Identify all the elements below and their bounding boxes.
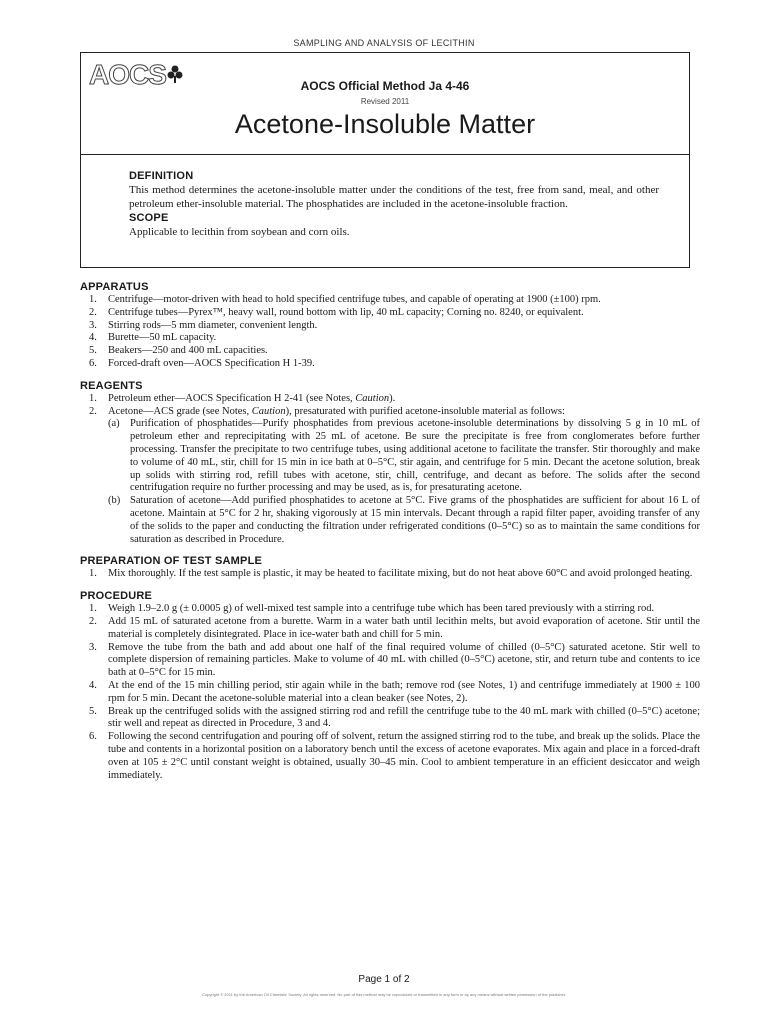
svg-text:AOCS: AOCS <box>89 59 166 89</box>
list-item: 2. Acetone—ACS grade (see Notes, Caution), presaturated with purified acetone-insoluble material as follows: (a) Purification of phosphatides—Purify phosphatides from previous acetone-insoluble determinations by dissolving 5 g in 10 mL of petroleum ether and reprecipitating with 25 mL of acetone. Be sure the precipitate is free from conglomerates before further processing. Transfer the precipitate to two centrifuge tubes, using additional acetone to facilitate the transfer. Stir thoroughly and make to volume of 40 mL, stir, chill for 15 min in ice bath at 0–5°C, stir again, and centrifuge for 5 min. Decant the acetone solution, break up solids with stirring rod, refill tubes with acetone, stir, chill, centrifuge, and decant as before. The solids after the second centrifugation require no further processing and may be used, as is, for presaturating acetone. (b) Saturation of acetone—Add purified phosphatides to acetone at 5°C. Five grams of the phosphatides are sufficient for about 16 L of acetone. Maintain at 5°C for 2 hr, shaking vigorously at 15 min intervals. Decant through a rapid filter paper, avoiding transfer of any of the solids to the paper and conducting the filtration under refrigerated conditions (0–5°C) so as to maintain the same conditions for saturation as described in Procedure. <box>89 405 700 545</box>
revised-date: Revised 2011 <box>360 97 410 106</box>
list-item: 5. Break up the centrifuged solids with the assigned stirring rod and refill the centrifuge tube to the 40 mL mark with chilled (0–5°C) acetone; stir well and repeat as directed in Procedure, 3 and 4. <box>89 705 700 730</box>
list-item: (a) Purification of phosphatides—Purify phosphatides from previous acetone-insoluble determinations by dissolving 5 g in 10 mL of petroleum ether and reprecipitating with 25 mL of acetone. Be sure the precipitate is free from conglomerates before further processing. Transfer the precipitate to two centrifuge tubes, using additional acetone to facilitate the transfer. Stir thoroughly and make to volume of 40 mL, stir, chill for 15 min in ice bath at 0–5°C, stir again, and centrifuge for 5 min. Decant the acetone solution, break up solids with stirring rod, refill tubes with acetone, stir, chill, centrifuge, and decant as before. The solids after the second centrifugation require no further processing and may be used, as is, for presaturating acetone. <box>108 418 700 494</box>
apparatus-section <box>80 280 700 371</box>
preparation-heading: PREPARATION OF TEST SAMPLE <box>80 555 263 568</box>
reagents-list <box>80 393 700 547</box>
list-item: 4. At the end of the 15 min chilling period, stir again while in the bath; remove rod (see Notes, 1) and centrifuge immediately at 1900 ± 100 rpm for 5 min. Decant the acetone-soluble material into a clean beaker (see Notes, 2). <box>89 679 700 704</box>
list-item: 6. Forced-draft oven—AOCS Specification H 1-39. <box>89 357 315 369</box>
list-item: 4. Burette—50 mL capacity. <box>89 332 217 344</box>
procedure-list <box>80 603 700 782</box>
list-item: 3. Stirring rods—5 mm diameter, convenient length. <box>89 319 318 331</box>
header-divider <box>81 154 689 155</box>
copyright-notice: Copyright © 2011 by the American Oil Chemists' Society. All rights reserved. No part of this method may be reproduced or transmitted in any form or by any means without written permission of the publisher. <box>202 992 566 997</box>
list-item: 1. Mix thoroughly. If the test sample is plastic, it may be heated to facilitate mixing, but do not heat above 60°C and avoid prolonged heating. <box>89 568 693 580</box>
procedure-heading: PROCEDURE <box>80 590 153 603</box>
acetone-subitems <box>108 418 700 546</box>
preparation-section <box>80 554 700 581</box>
list-item: 5. Beakers—250 and 400 mL capacities. <box>89 345 268 357</box>
list-item: 1. Petroleum ether—AOCS Specification H 2-41 (see Notes, Caution). <box>89 392 396 404</box>
scope-text: Applicable to lecithin from soybean and corn oils. <box>129 226 350 238</box>
method-designation: AOCS Official Method Ja 4-46 <box>300 79 470 93</box>
list-item: 2. Add 15 mL of saturated acetone from a burette. Warm in a water bath until lecithin melts, but avoid evaporation of acetone. Stir until the material is completely disintegrated. Place in ice-water bath and chill for 5 min. <box>89 615 700 640</box>
reagents-section <box>80 379 700 547</box>
list-item: 1. Centrifuge—motor-driven with head to hold specified centrifuge tubes, and capable of operating at 1900 (±100) rpm. <box>89 294 601 305</box>
list-item: (b) Saturation of acetone—Add purified phosphatides to acetone at 5°C. Five grams of the phosphatides are sufficient for about 16 L of acetone. Maintain at 5°C for 2 hr, shaking vigorously at 15 min intervals. Decant through a rapid filter paper, avoiding transfer of any of the solids to the paper and conducting the filtration under refrigerated conditions (0–5°C) so as to maintain the same conditions for saturation as described in Procedure. <box>108 495 700 545</box>
list-item: 1. Weigh 1.9–2.0 g (± 0.0005 g) of well-mixed test sample into a centrifuge tube which has been tared previously with a stirring rod. <box>89 603 655 615</box>
list-item: 6. Following the second centrifugation and pouring off of solvent, return the assigned stirring rod to the tube, and break up the solids. Place the tube and contents in a horizontal position on a laboratory bench until the excess of acetone evaporates. Mix again and place in a forced-draft oven at 105 ± 2°C until constant weight is obtained, usually 30–45 min. Cool to ambient temperature in an efficient desiccator and weigh immediately. <box>89 731 700 781</box>
page-number: Page 1 of 2 <box>358 974 410 985</box>
definition-scope-block <box>129 169 659 239</box>
list-item: 2. Centrifuge tubes—Pyrex™, heavy wall, round bottom with lip, 40 mL capacity; Corning no. 8240, or equivalent. <box>89 306 584 318</box>
definition-text: This method determines the acetone-insoluble matter under the conditions of the test, free from sand, meal, and other petroleum ether-insoluble material. The phosphatides are included in the acetone-insoluble fraction. <box>129 184 659 210</box>
method-header-box <box>80 52 690 268</box>
page-title: Acetone-Insoluble Matter <box>234 109 536 139</box>
list-item: 3. Remove the tube from the bath and add about one half of the final required volume of chilled (0–5°C) saturated acetone. Stir well to complete dispersion of remaining particles. Make to volume of 40 mL with chilled (0–5°C) acetone, stir, and return tube and contents to ice bath at 0–5°C for 15 min. <box>89 641 700 679</box>
title-block <box>81 53 689 155</box>
procedure-section <box>80 589 700 782</box>
apparatus-heading: APPARATUS <box>80 281 149 293</box>
scope-heading: SCOPE <box>129 212 169 224</box>
running-head: SAMPLING AND ANALYSIS OF LECITHIN <box>293 38 475 48</box>
reagents-heading: REAGENTS <box>80 379 143 392</box>
preparation-list <box>80 568 700 581</box>
method-body <box>80 280 700 790</box>
apparatus-list <box>80 294 700 371</box>
definition-heading: DEFINITION <box>129 170 194 182</box>
